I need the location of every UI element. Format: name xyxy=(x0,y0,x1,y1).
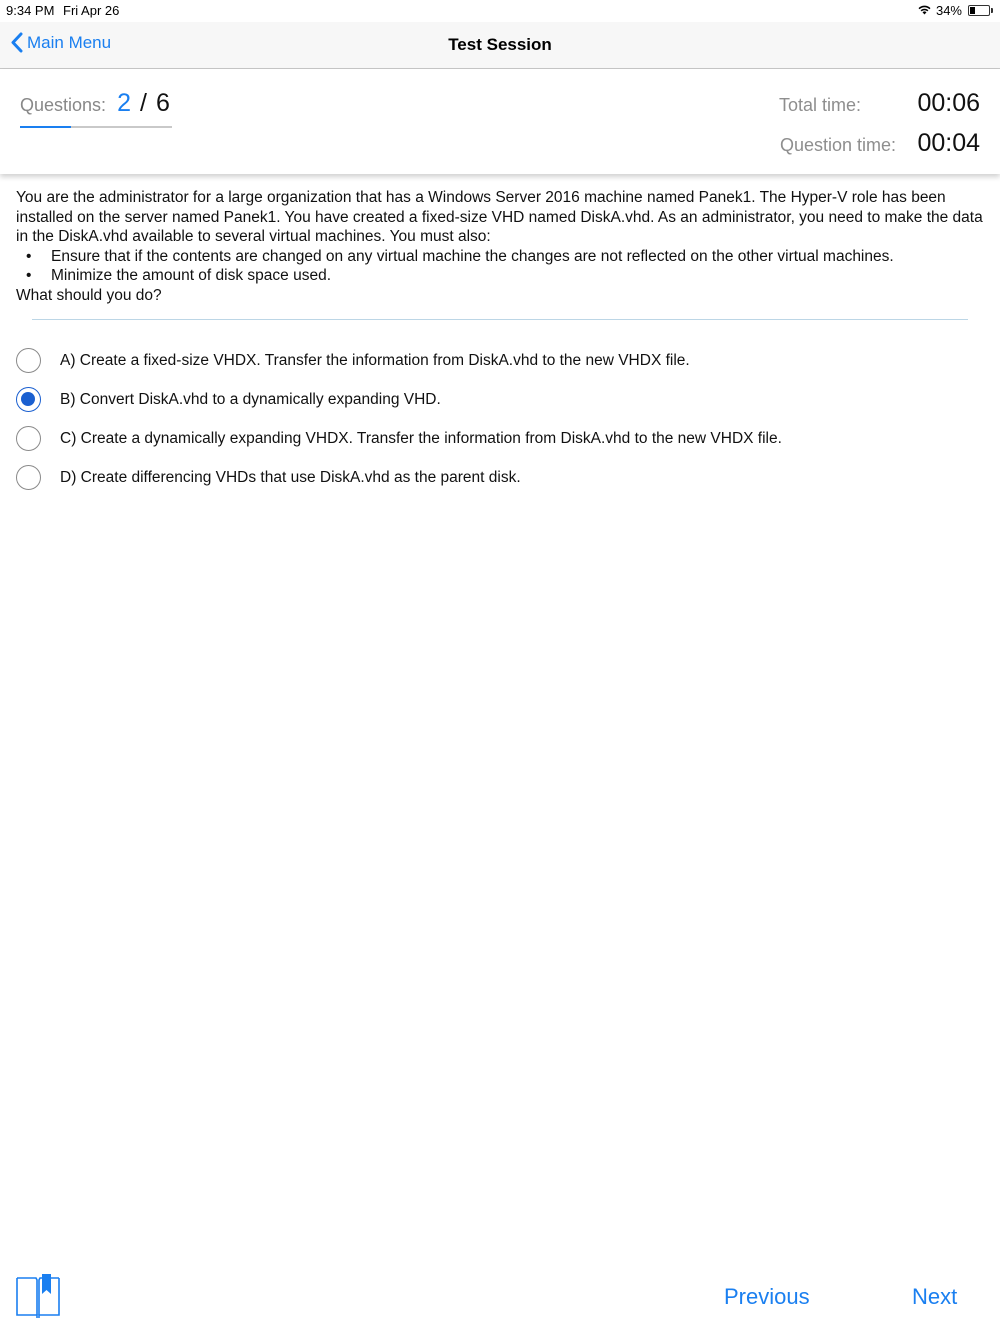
radio-button[interactable] xyxy=(16,465,41,490)
question-progress-fill xyxy=(20,126,71,128)
question-body xyxy=(16,188,984,306)
status-bar xyxy=(0,0,1000,22)
question-time-value: 00:04 xyxy=(917,129,980,157)
question-prompt: What should you do? xyxy=(16,286,162,304)
question-intro: You are the administrator for a large organization that has a Windows Server 2016 machine named Panek1. The Hyper-V role has been installed on the server named Panek1. You have created a fixed-size VHD named DiskA.vhd. As an administrator, you need to make the data in the DiskA.vhd available to several virtual machines. You must also: xyxy=(16,189,983,246)
back-label: Main Menu xyxy=(27,32,112,52)
answer-text: B) Convert DiskA.vhd to a dynamically expanding VHD. xyxy=(60,390,441,408)
previous-button[interactable]: Previous xyxy=(724,1284,810,1309)
question-progress-bar xyxy=(20,126,172,128)
question-time-row xyxy=(780,129,980,158)
total-time-row xyxy=(779,89,980,118)
answer-list xyxy=(16,341,984,497)
radio-button[interactable] xyxy=(16,348,41,373)
page-title: Test Session xyxy=(448,35,552,54)
session-header xyxy=(0,69,1000,174)
question-counter xyxy=(20,89,170,118)
status-date: Fri Apr 26 xyxy=(63,3,120,18)
wifi-icon xyxy=(917,3,932,18)
total-time-label: Total time: xyxy=(779,95,862,115)
questions-label: Questions: xyxy=(20,95,107,115)
status-indicators xyxy=(917,3,990,18)
navigation-bar xyxy=(0,22,1000,69)
status-time: 9:34 PM xyxy=(6,3,55,18)
answer-text: C) Create a dynamically expanding VHDX. Transfer the information from DiskA.vhd to the new VHDX file. xyxy=(60,429,782,447)
counter-separator: / xyxy=(139,89,147,117)
question-requirements-list xyxy=(16,247,984,286)
total-questions-number: 6 xyxy=(155,89,170,117)
current-question-number: 2 xyxy=(117,89,131,117)
next-button[interactable]: Next xyxy=(912,1284,958,1309)
battery-level xyxy=(970,7,975,14)
battery-icon xyxy=(968,5,990,16)
answer-option-a[interactable] xyxy=(16,341,984,380)
radio-button[interactable] xyxy=(16,387,41,412)
answer-text: D) Create differencing VHDs that use DiskA.vhd as the parent disk. xyxy=(60,468,521,486)
question-time-label: Question time: xyxy=(780,135,897,155)
radio-button[interactable] xyxy=(16,426,41,451)
requirement-item: • Ensure that if the contents are changed on any virtual machine the changes are not reflected on the other virtual machines. xyxy=(16,247,984,267)
answer-option-b[interactable] xyxy=(16,380,984,419)
answer-text: A) Create a fixed-size VHDX. Transfer the information from DiskA.vhd to the new VHDX file. xyxy=(60,351,690,369)
answer-option-c[interactable] xyxy=(16,419,984,458)
battery-tip xyxy=(991,8,993,13)
question-divider xyxy=(32,319,968,320)
bottom-toolbar xyxy=(0,1262,1000,1334)
requirement-item: • Minimize the amount of disk space used. xyxy=(16,266,984,286)
answer-option-d[interactable] xyxy=(16,458,984,497)
bookmark-book-icon[interactable] xyxy=(15,1274,61,1325)
total-time-value: 00:06 xyxy=(917,89,980,117)
battery-percent: 34% xyxy=(935,3,962,18)
